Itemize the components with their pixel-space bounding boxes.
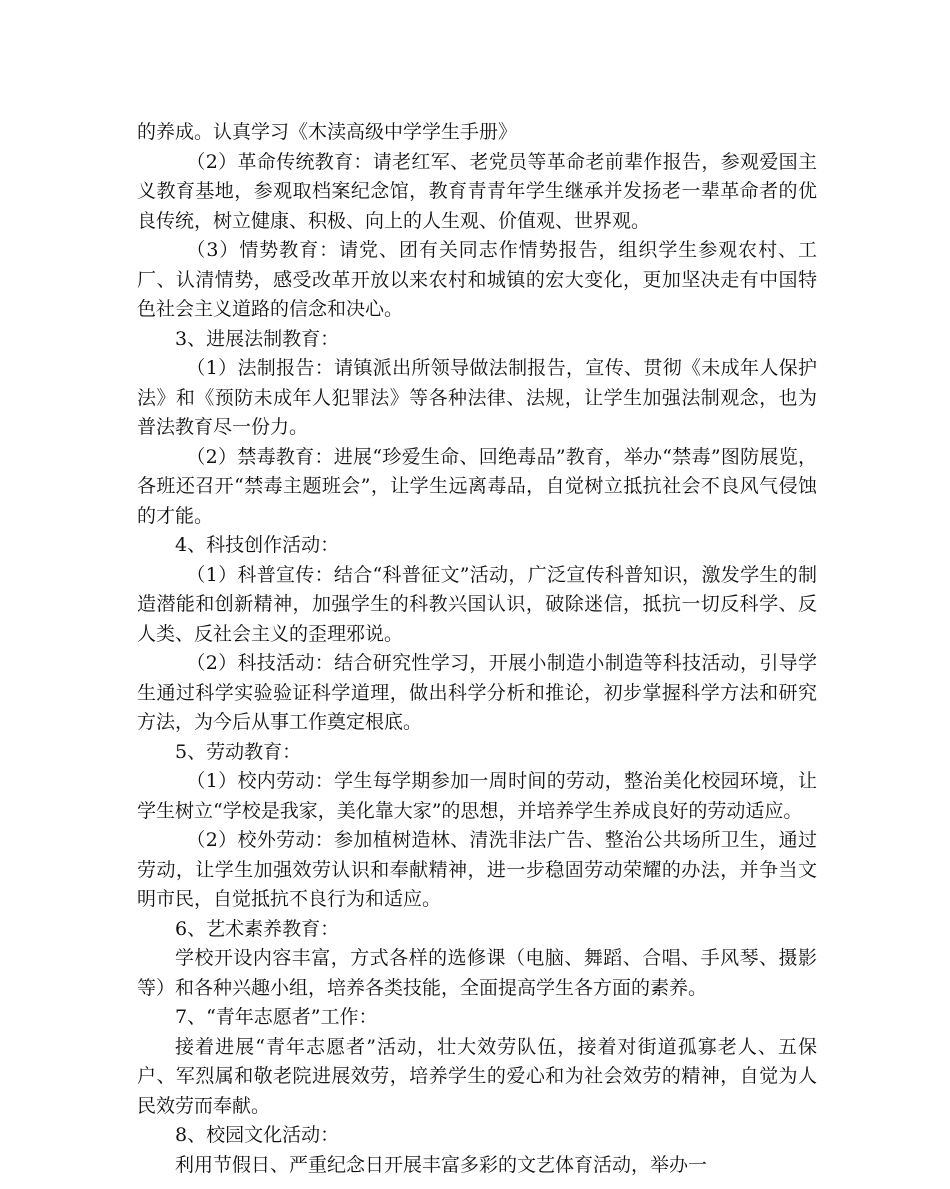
paragraph: （2）校外劳动：参加植树造林、清洗非法广告、整治公共场所卫生，通过劳动，让学生加强效劳认识和奉献精神，进一步稳固劳动荣耀的办法，并争当文明市民，自觉抵抗不良行为和适应。 xyxy=(137,829,817,910)
section-heading: 6、艺术素养教育： xyxy=(175,917,340,940)
paragraph: 接着进展“青年志愿者”活动，壮大效劳队伍，接着对街道孤寡老人、五保户、军烈属和敬老院进展效劳，培养学生的爱心和为社会效劳的精神，自觉为人民效劳而奉献。 xyxy=(137,1035,817,1117)
section-heading: 8、校园文化活动： xyxy=(175,1124,340,1146)
section-heading: 5、劳动教育： xyxy=(175,740,302,763)
paragraph: （2）禁毒教育：进展“珍爱生命、回绝毒品”教育，举办“禁毒”图防展览，各班还召开“禁毒主题班会”，让学生远离毒品，自觉树立抵抗社会不良风气侵蚀的才能。 xyxy=(137,445,817,527)
paragraph: （3）情势教育：请党、团有关同志作情势报告，组织学生参观农村、工厂、认清情势，感受改革开放以来农村和城镇的宏大变化，更加坚决走有中国特色社会主义道路的信念和决心。 xyxy=(137,239,817,320)
document-body xyxy=(137,118,817,1180)
paragraph: 利用节假日、严重纪念日开展丰富多彩的文艺体育活动，举办一 xyxy=(175,1153,708,1176)
section-heading: 7、“青年志愿者”工作： xyxy=(175,1006,378,1028)
paragraph: （2）科技活动：结合研究性学习，开展小制造小制造等科技活动，引导学生通过科学实验验证科学道理，做出科学分析和推论，初步掌握科学方法和研究方法，为今后从事工作奠定根底。 xyxy=(137,652,817,733)
paragraph: 的养成。认真学习《木渎高级中学学生手册》 xyxy=(137,121,518,143)
paragraph: 学校开设内容丰富，方式各样的选修课（电脑、舞蹈、合唱、手风琴、摄影等）和各种兴趣小组，培养各类技能，全面提高学生各方面的素养。 xyxy=(137,947,817,999)
paragraph: （2）革命传统教育：请老红军、老党员等革命老前辈作报告，参观爱国主义教育基地，参观取档案纪念馆，教育青青年学生继承并发扬老一辈革命者的优良传统，树立健康、积极、向上的人生观、价值观、世界观。 xyxy=(137,150,817,232)
paragraph: （1）校内劳动：学生每学期参加一周时间的劳动，整治美化校园环境，让学生树立“学校是我家，美化靠大家”的思想，并培养学生养成良好的劳动适应。 xyxy=(137,770,817,822)
paragraph: （1）法制报告：请镇派出所领导做法制报告，宣传、贯彻《未成年人保护法》和《预防未成年人犯罪法》等各种法律、法规，让学生加强法制观念，也为普法教育尽一份力。 xyxy=(137,357,817,438)
section-heading: 4、科技创作活动： xyxy=(175,534,340,556)
paragraph: （1）科普宣传：结合“科普征文”活动，广泛宣传科普知识，激发学生的制造潜能和创新精神，加强学生的科教兴国认识，破除迷信，抵抗一切反科学、反人类、反社会主义的歪理邪说。 xyxy=(137,563,817,645)
section-heading: 3、进展法制教育： xyxy=(175,327,340,350)
